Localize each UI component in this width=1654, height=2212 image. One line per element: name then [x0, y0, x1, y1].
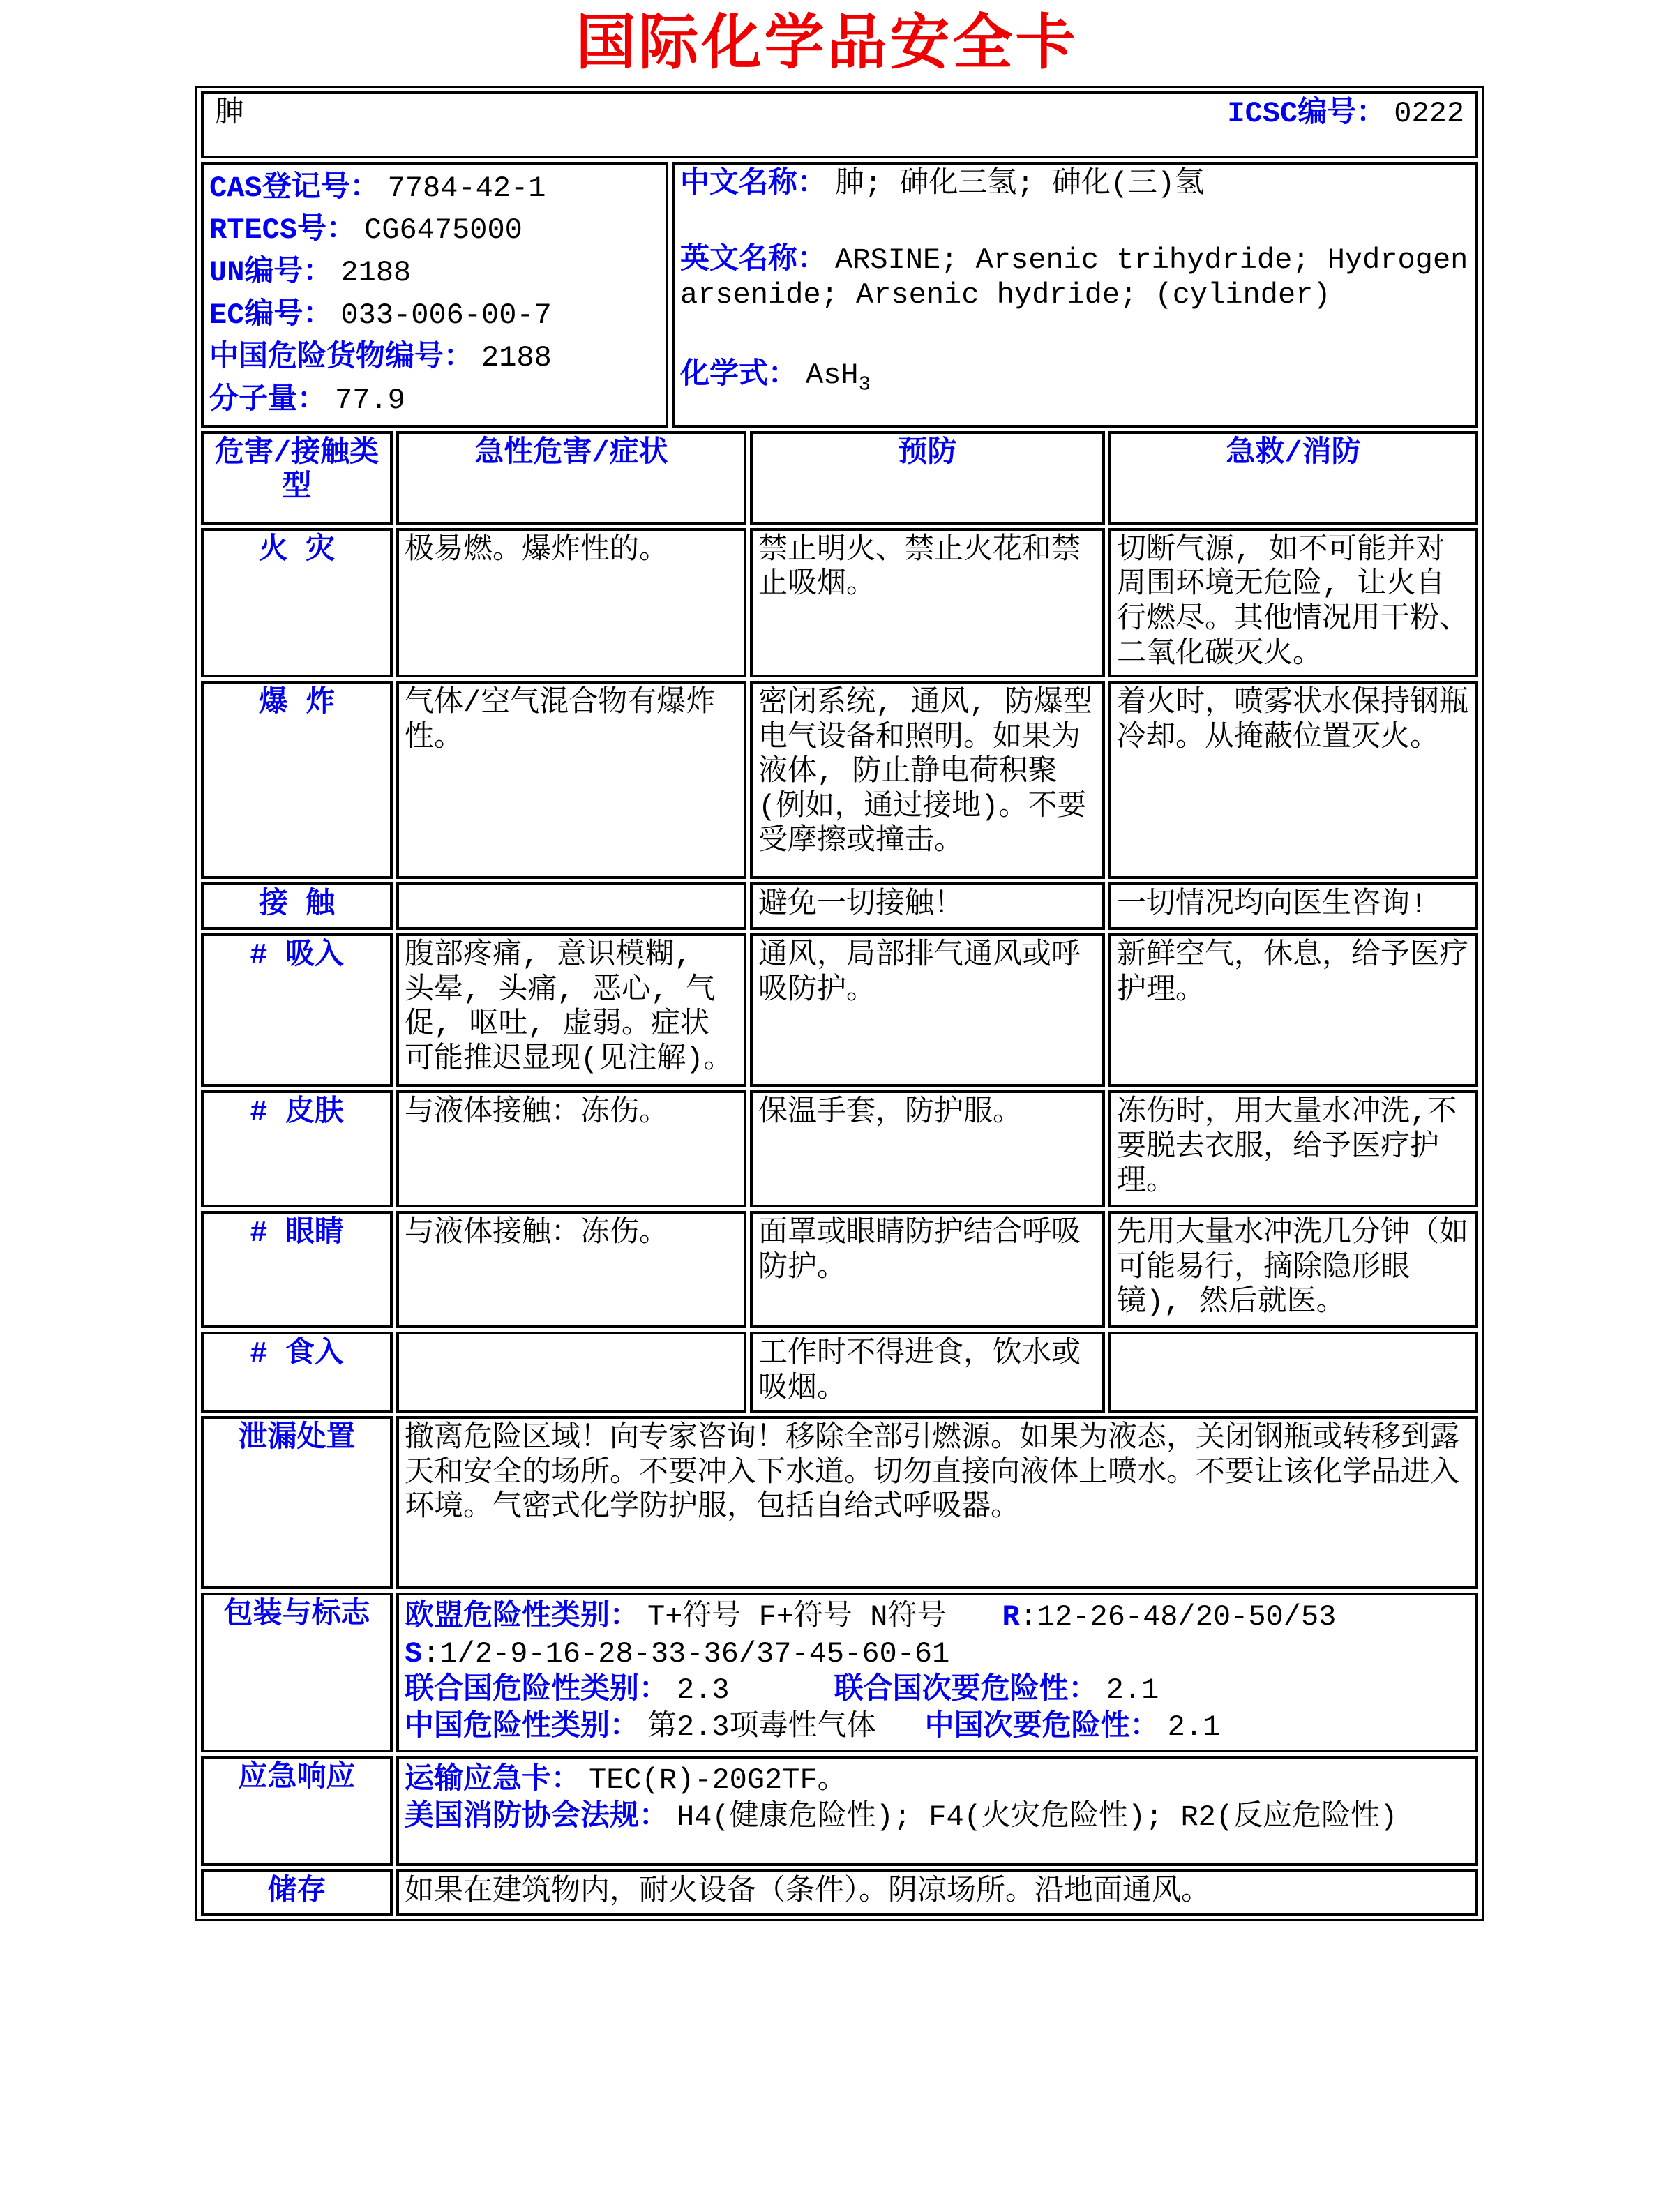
china-dg-label: 中国危险货物编号： — [209, 341, 474, 375]
ec-value: 033-006-00-7 — [340, 299, 552, 333]
r-phrases-label: R — [1002, 1600, 1020, 1634]
emergency-response-type: 应急响应 — [201, 1756, 393, 1866]
un-number-line — [209, 252, 660, 294]
nfpa-value: H4(健康危险性); F4(火灾危险性); R2(反应危险性) — [677, 1800, 1398, 1834]
packaging-labelling-type: 包装与标志 — [201, 1593, 393, 1752]
formula-subscript: 3 — [858, 373, 871, 396]
molecular-weight-line — [209, 379, 660, 422]
icsc-number-group — [1227, 97, 1464, 132]
un-hazard-class-value: 2.3 — [677, 1673, 730, 1708]
hazard-row-fire — [201, 528, 1478, 677]
identifiers-cell — [201, 162, 668, 428]
ingestion-prevention: 工作时不得进食，饮水或吸烟。 — [750, 1332, 1105, 1413]
card-header-inner — [209, 97, 1470, 132]
hazard-row-inhalation — [201, 933, 1478, 1087]
eu-hazard-class-line — [405, 1600, 1470, 1635]
un-hazard-class-line — [405, 1673, 1470, 1708]
header-prevention: 预防 — [750, 431, 1105, 525]
cn-subsidiary-group — [925, 1710, 1221, 1744]
un-subsidiary-value: 2.1 — [1106, 1673, 1159, 1708]
cn-hazard-class-line — [405, 1710, 1470, 1745]
eyes-type: # 眼睛 — [201, 1211, 393, 1328]
un-subsidiary-label: 联合国次要危险性： — [834, 1673, 1098, 1708]
r-phrases-value: :12-26-48/20-50/53 — [1019, 1600, 1337, 1634]
tec-card-label: 运输应急卡： — [405, 1763, 581, 1798]
rtecs-label: RTECS号： — [209, 213, 356, 248]
cn-subsidiary-value: 2.1 — [1167, 1710, 1221, 1744]
emergency-response-content — [396, 1756, 1478, 1866]
explosion-prevention: 密闭系统, 通风, 防爆型电气设备和照明。如果为液体, 防止静电荷积聚(例如，通过接地)。不要受摩擦或撞击。 — [750, 681, 1105, 879]
skin-type: # 皮肤 — [201, 1090, 393, 1207]
un-label: UN编号： — [209, 256, 333, 290]
s-phrases-value: :1/2-9-16-28-33-36/37-45-60-61 — [422, 1637, 950, 1671]
explosion-type: 爆 炸 — [201, 681, 393, 879]
fire-type: 火 灾 — [201, 528, 393, 677]
formula-line — [680, 359, 1470, 396]
un-value: 2188 — [340, 256, 412, 290]
header-symptoms: 急性危害/症状 — [396, 431, 746, 525]
un-subsidiary-group — [834, 1673, 1159, 1707]
fire-prevention: 禁止明火、禁止火花和禁止吸烟。 — [750, 528, 1105, 677]
cas-label: CAS登记号： — [209, 171, 379, 205]
ingestion-type: # 食入 — [201, 1332, 393, 1413]
formula-label: 化学式： — [680, 359, 798, 393]
safety-card — [195, 86, 1469, 1921]
icsc-label: ICSC编号： — [1227, 96, 1386, 130]
chinese-name-label: 中文名称： — [680, 167, 827, 201]
chinese-name-value: 胂; 砷化三氢; 砷化(三)氢 — [835, 167, 1205, 201]
spill-disposal-content: 撤离危险区域！向专家咨询！移除全部引燃源。如果为液态，关闭钢瓶或转移到露天和安全的场所。不要冲入下水道。切勿直接向液体上喷水。不要让该化学品进入环境。气密式化学防护服，包括自给式呼吸器。 — [396, 1416, 1478, 1589]
nfpa-line — [405, 1800, 1470, 1835]
china-dg-number-line — [209, 337, 660, 379]
eu-hazard-class-label: 欧盟危险性类别： — [405, 1600, 640, 1634]
s-phrases-line — [405, 1637, 1470, 1672]
cn-hazard-class-label: 中国危险性类别： — [405, 1710, 640, 1744]
rtecs-value: CG6475000 — [364, 213, 522, 248]
spill-disposal-row — [201, 1416, 1478, 1589]
eyes-response: 先用大量水冲洗几分钟（如可能易行，摘除隐形眼镜), 然后就医。 — [1108, 1211, 1478, 1328]
molecular-weight-label: 分子量： — [209, 384, 327, 418]
hazard-row-skin — [201, 1090, 1478, 1207]
table-header-row — [201, 431, 1478, 525]
identification-row — [201, 162, 1478, 428]
inhalation-type: # 吸入 — [201, 933, 393, 1087]
cas-number-line — [209, 167, 660, 210]
contact-response: 一切情况均向医生咨询! — [1108, 882, 1478, 930]
cn-hazard-class-value: 第2.3项毒性气体 — [647, 1710, 876, 1744]
icsc-number: 0222 — [1394, 96, 1465, 130]
cn-subsidiary-label: 中国次要危险性： — [924, 1710, 1159, 1744]
emergency-response-row — [201, 1756, 1478, 1866]
page-title: 国际化学品安全卡 — [576, 7, 1078, 77]
chinese-name-line — [680, 167, 1470, 202]
eyes-symptoms: 与液体接触：冻伤。 — [396, 1211, 746, 1328]
un-hazard-class-label: 联合国危险性类别： — [405, 1673, 669, 1708]
english-name-label: 英文名称： — [680, 243, 827, 278]
ec-label: EC编号： — [209, 299, 333, 333]
card-header-cell — [201, 91, 1478, 158]
china-dg-value: 2188 — [481, 341, 552, 375]
substance-name: 胂 — [215, 96, 245, 130]
formula-value — [806, 359, 871, 396]
molecular-weight-value: 77.9 — [335, 384, 405, 418]
skin-symptoms: 与液体接触：冻伤。 — [396, 1090, 746, 1207]
hazard-row-eyes — [201, 1211, 1478, 1328]
tec-card-value: TEC(R)-20G2TF。 — [589, 1763, 847, 1798]
explosion-response: 着火时，喷雾状水保持钢瓶冷却。从掩蔽位置灭火。 — [1108, 681, 1478, 879]
english-name-line — [680, 243, 1470, 313]
packaging-labelling-row — [201, 1593, 1478, 1752]
rtecs-number-line — [209, 209, 660, 252]
storage-content: 如果在建筑物内，耐火设备（条件）。阴凉场所。沿地面通风。 — [396, 1869, 1478, 1916]
eu-hazard-class-value: T+符号 F+符号 N符号 — [647, 1600, 947, 1634]
nfpa-label: 美国消防协会法规： — [405, 1800, 669, 1834]
card-header-row — [201, 91, 1478, 158]
safety-card-table — [195, 86, 1484, 1921]
inhalation-response: 新鲜空气，休息，给予医疗护理。 — [1108, 933, 1478, 1087]
header-hazard-type: 危害/接触类型 — [201, 431, 393, 525]
english-name-value: ARSINE; Arsenic trihydride; Hydrogen arsenide; Arsenic hydride; (cylinder) — [680, 243, 1468, 312]
ec-number-line — [209, 294, 660, 337]
ingestion-response — [1108, 1332, 1478, 1413]
hazard-row-explosion — [201, 681, 1478, 879]
hazard-row-contact — [201, 882, 1478, 930]
contact-type: 接 触 — [201, 882, 393, 930]
s-phrases-label: S — [405, 1637, 423, 1671]
skin-response: 冻伤时，用大量水冲洗,不要脱去衣服，给予医疗护理。 — [1108, 1090, 1478, 1207]
fire-symptoms: 极易燃。爆炸性的。 — [396, 528, 746, 677]
contact-symptoms — [396, 882, 746, 930]
eyes-prevention: 面罩或眼睛防护结合呼吸防护。 — [750, 1211, 1105, 1328]
header-response: 急救/消防 — [1108, 431, 1478, 525]
storage-row — [201, 1869, 1478, 1916]
inhalation-prevention: 通风，局部排气通风或呼吸防护。 — [750, 933, 1105, 1087]
cas-value: 7784-42-1 — [387, 171, 546, 205]
names-cell — [672, 162, 1478, 428]
storage-type: 储存 — [201, 1869, 393, 1916]
hazard-row-ingestion — [201, 1332, 1478, 1413]
fire-response: 切断气源, 如不可能并对周围环境无危险, 让火自行燃尽。其他情况用干粉、二氧化碳灭火。 — [1108, 528, 1478, 677]
inhalation-symptoms: 腹部疼痛, 意识模糊, 头晕, 头痛, 恶心, 气促, 呕吐, 虚弱。症状可能推迟显现(见注解)。 — [396, 933, 746, 1087]
spill-disposal-type: 泄漏处置 — [201, 1416, 393, 1589]
tec-card-line — [405, 1763, 1470, 1798]
contact-prevention: 避免一切接触！ — [750, 882, 1105, 930]
skin-prevention: 保温手套，防护服。 — [750, 1090, 1105, 1207]
packaging-labelling-content — [396, 1593, 1478, 1752]
explosion-symptoms: 气体/空气混合物有爆炸性。 — [396, 681, 746, 879]
r-phrases-group — [1002, 1600, 1336, 1634]
ingestion-symptoms — [396, 1332, 746, 1413]
formula-base: AsH — [806, 359, 859, 393]
